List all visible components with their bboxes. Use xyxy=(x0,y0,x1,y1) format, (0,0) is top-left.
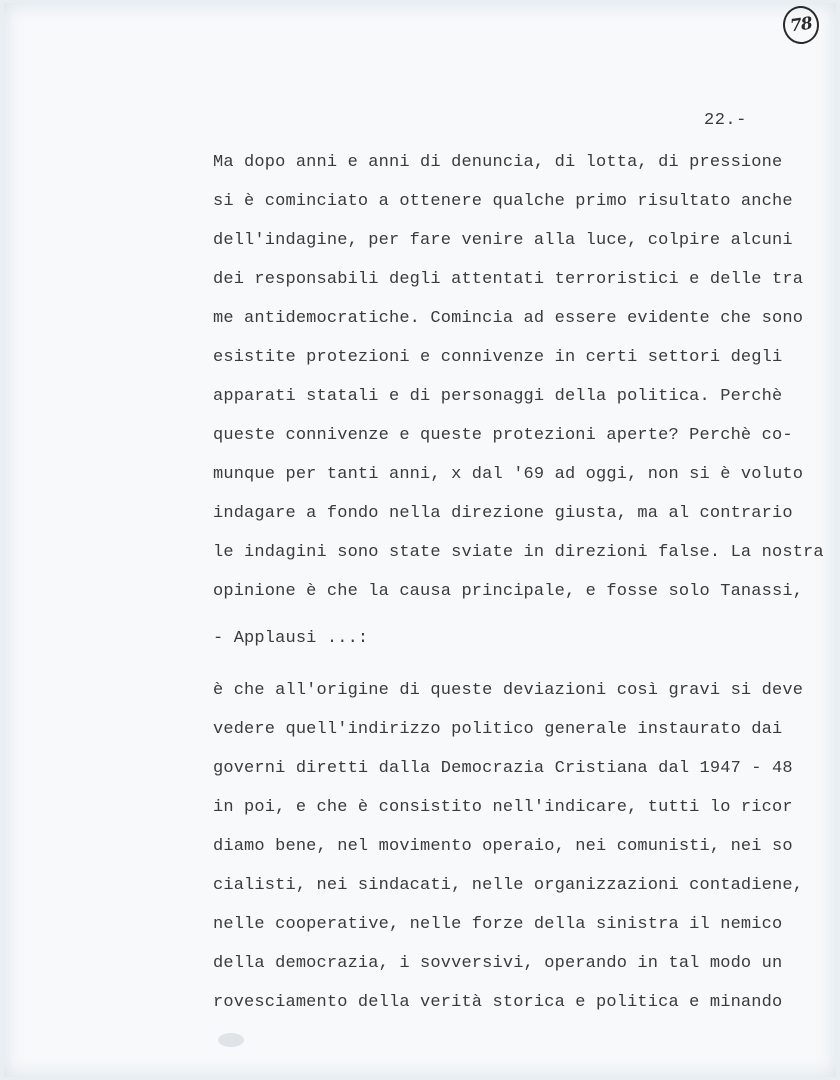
text-line: rovesciamento della verità storica e politica e minando xyxy=(213,993,783,1012)
text-line: governi diretti dalla Democrazia Cristiana dal 1947 - 48 xyxy=(213,759,793,778)
text-line: opinione è che la causa principale, e fosse solo Tanassi, xyxy=(213,582,804,601)
text-line: diamo bene, nel movimento operaio, nei comunisti, nei so xyxy=(213,837,793,856)
page-number: 22.- xyxy=(704,111,747,130)
text-line: esistite protezioni e connivenze in certi settori degli xyxy=(213,348,783,367)
text-line: le indagini sono state sviate in direzioni false. La nostra xyxy=(213,543,824,562)
document-page xyxy=(4,3,836,1077)
text-line: dell'indagine, per fare venire alla luce, colpire alcuni xyxy=(213,231,793,250)
text-line: munque per tanti anni, x dal '69 ad oggi, non si è voluto xyxy=(213,465,804,484)
ink-smudge xyxy=(218,1033,244,1047)
applause-note: - Applausi ...: xyxy=(213,629,369,648)
text-line: indagare a fondo nella direzione giusta, ma al contrario xyxy=(213,504,793,523)
text-line: della democrazia, i sovversivi, operando in tal modo un xyxy=(213,954,783,973)
text-line: vedere quell'indirizzo politico generale instaurato dai xyxy=(213,720,783,739)
text-line: è che all'origine di queste deviazioni così gravi si deve xyxy=(213,681,804,700)
text-line: Ma dopo anni e anni di denuncia, di lotta, di pressione xyxy=(213,153,783,172)
text-line: me antidemocratiche. Comincia ad essere evidente che sono xyxy=(213,309,804,328)
text-line: in poi, e che è consistito nell'indicare, tutti lo ricor xyxy=(213,798,793,817)
archive-stamp: 78 xyxy=(781,4,822,47)
text-line: queste connivenze e queste protezioni aperte? Perchè co- xyxy=(213,426,793,445)
text-line: si è cominciato a ottenere qualche primo risultato anche xyxy=(213,192,793,211)
text-line: cialisti, nei sindacati, nelle organizzazioni contadiene, xyxy=(213,876,804,895)
text-line: apparati statali e di personaggi della politica. Perchè xyxy=(213,387,783,406)
text-line: dei responsabili degli attentati terroristici e delle tra xyxy=(213,270,804,289)
text-line: nelle cooperative, nelle forze della sinistra il nemico xyxy=(213,915,783,934)
